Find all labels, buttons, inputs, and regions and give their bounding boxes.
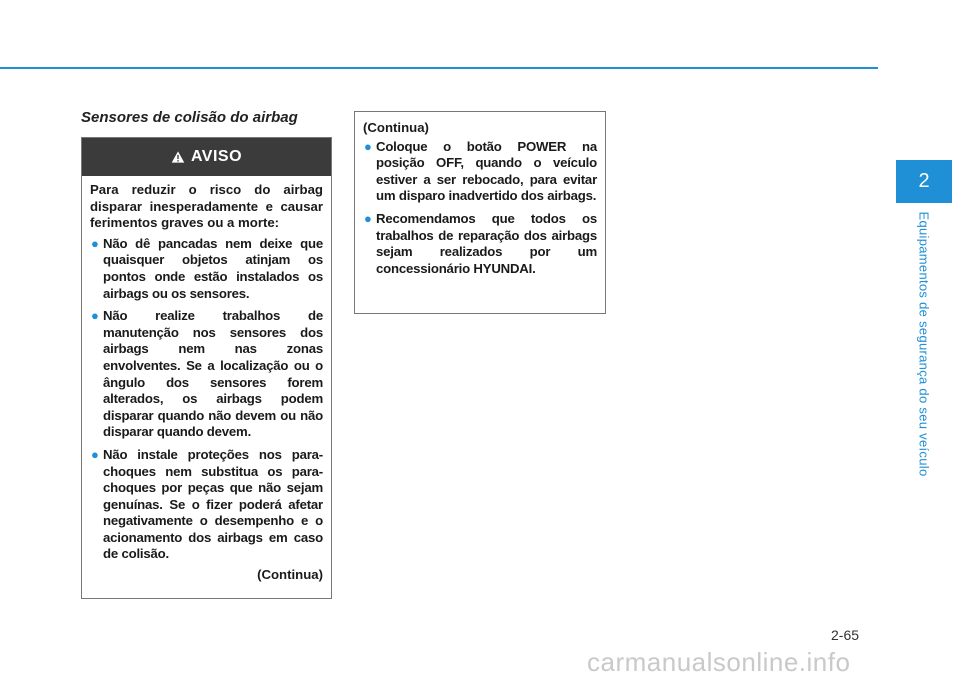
bullet-icon: ●: [91, 446, 99, 462]
section-title: Sensores de colisão do airbag: [81, 109, 298, 126]
list-item: [363, 139, 597, 205]
continued-label: (Continua): [257, 567, 323, 583]
list-item-text: Não realize trabalhos de manutenção nos sensores dos airbags nem nas zonas envolventes. Se a localização ou o ângulo dos sensores forem alterados, os airbags podem disparar quando não devem ou não disparar quando devem.: [103, 308, 323, 440]
list-item: [90, 308, 323, 441]
list-item: [363, 211, 597, 277]
list-item: [90, 236, 323, 302]
list-item: [90, 447, 323, 563]
bullet-icon: ●: [364, 138, 372, 154]
warning-body: [82, 176, 331, 584]
warning-box: [81, 137, 332, 599]
warning-header-label: AVISO: [190, 148, 243, 165]
page-number: 2-65: [831, 627, 860, 643]
warning-header: [82, 138, 331, 176]
warning-intro: Para reduzir o risco do airbag disparar inesperadamente e causar ferimentos graves ou a morte:: [90, 182, 323, 231]
list-item-text: Recomendamos que todos os trabalhos de reparação dos airbags sejam realizados por um concessionário HYUNDAI.: [376, 210, 597, 276]
continued-list: [363, 139, 597, 278]
list-item-text: Não dê pancadas nem deixe que quaisquer objetos atinjam os pontos onde estão instalados os airbags ou os sensores.: [103, 235, 323, 301]
header-rule: [0, 67, 878, 69]
bullet-icon: ●: [91, 235, 99, 251]
warning-list: [90, 236, 323, 563]
continued-box: [354, 111, 606, 314]
chapter-number: 2: [918, 170, 930, 192]
continued-label: (Continua): [363, 120, 429, 135]
warning-triangle-icon: [171, 150, 185, 164]
chapter-tab[interactable]: [896, 160, 952, 203]
bullet-icon: ●: [364, 210, 372, 226]
list-item-text: Não instale proteções nos para-choques nem substitua os para-choques por peças que não sejam genuínas. Se o fizer poderá afetar negativamente o desempenho e o acionamento dos airbags em caso de colisão.: [103, 446, 323, 562]
continued-body: [355, 112, 605, 277]
bullet-icon: ●: [91, 308, 99, 324]
list-item-text: Coloque o botão POWER na posição OFF, quando o veículo estiver a ser rebocado, para evitar um disparo inadvertido dos airbags.: [376, 138, 597, 204]
watermark: carmanualsonline.info: [587, 647, 851, 677]
chapter-title: Equipamentos de segurança do seu veículo: [916, 211, 932, 477]
